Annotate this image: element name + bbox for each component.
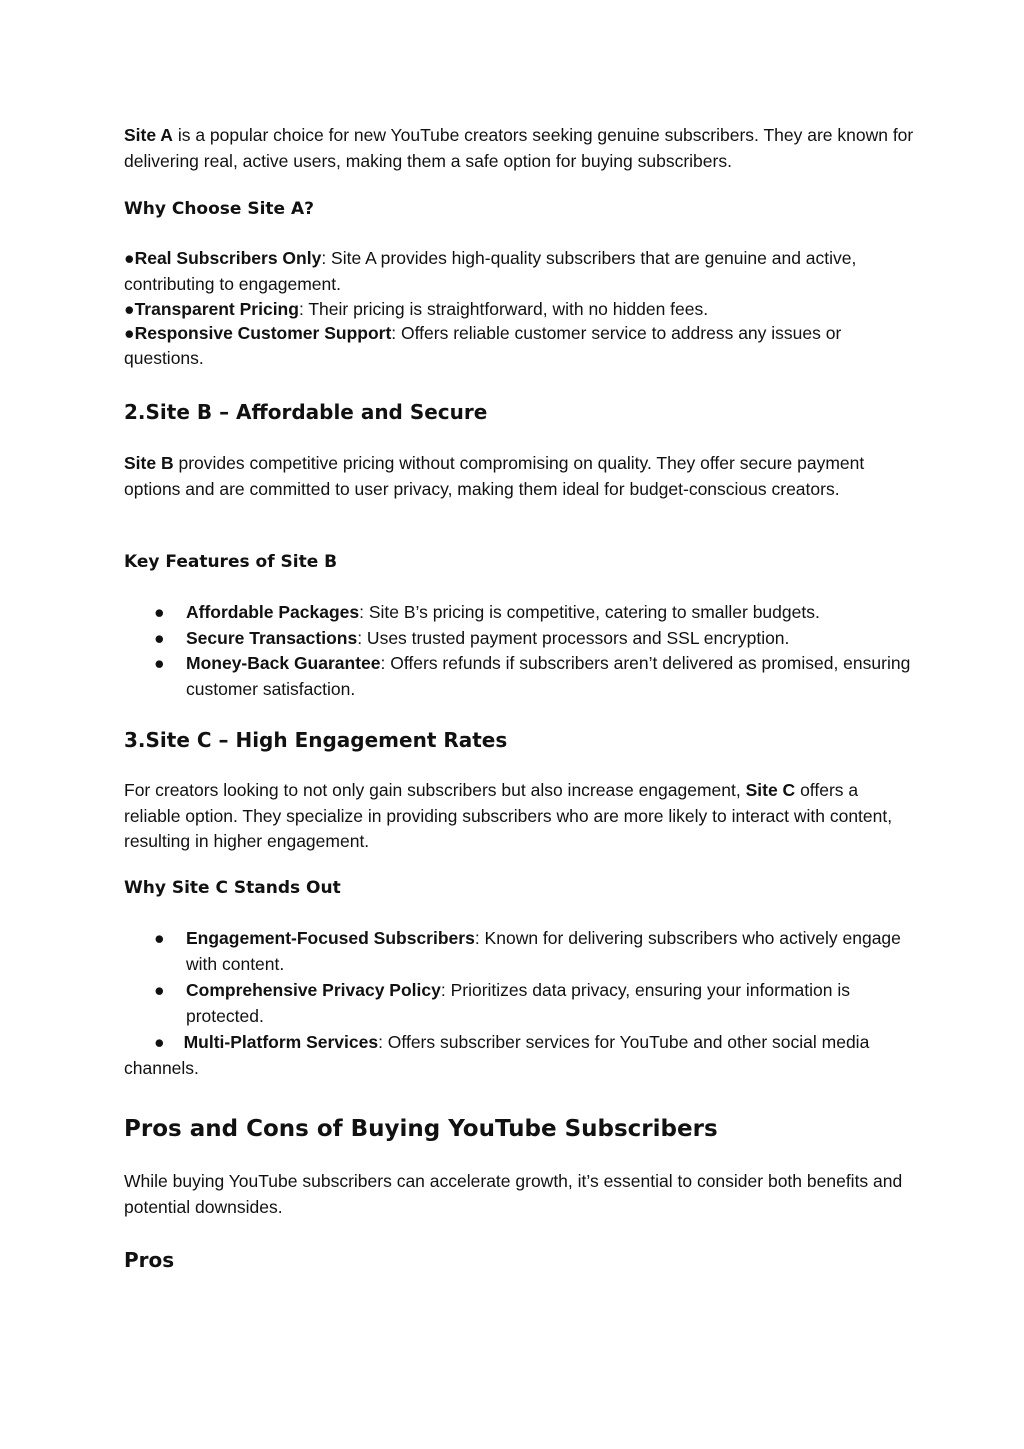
bullet-marker: ● (154, 980, 165, 1000)
feature-title: Money-Back Guarantee (186, 653, 381, 673)
feature-text: : Uses trusted payment processors and SSL encryption. (357, 627, 790, 648)
site-a-features (124, 246, 914, 372)
site-c-intro-text-after: offers a reliable option. They specialize in providing subscribers who are more likely to interact with content, resulting in higher engagement. (124, 780, 893, 851)
site-c-subheading: Why Site C Stands Out (124, 878, 341, 898)
feature-title: Real Subscribers Only (134, 248, 322, 268)
feature-title: Engagement-Focused Subscribers (186, 928, 475, 948)
site-b-feature-list (124, 600, 914, 702)
feature-text: : Offers refunds if subscribers aren’t delivered as promised, ensuring customer satisfaction. (186, 653, 911, 699)
list-item (124, 926, 914, 977)
site-c-intro-text: For creators looking to not only gain subscribers but also increase engagement, (124, 780, 746, 800)
site-a-feature-2 (124, 297, 914, 323)
site-a-intro-text: is a popular choice for new YouTube creators seeking genuine subscribers. They are known for delivering real, active users, making them a safe option for buying subscribers. (124, 125, 914, 171)
feature-text: : Offers reliable customer service to address any issues or questions. (124, 322, 842, 368)
feature-text: : Their pricing is straightforward, with no hidden fees. (298, 299, 709, 319)
bullet-marker: ● (154, 602, 165, 622)
feature-title: Multi-Platform Services (183, 1032, 379, 1052)
site-b-intro (124, 451, 914, 502)
list-item (124, 626, 914, 652)
list-item (124, 978, 914, 1029)
bullet-marker: ● (154, 653, 165, 673)
list-item (124, 651, 914, 702)
site-c-heading: 3.Site C – High Engagement Rates (124, 728, 508, 752)
feature-title: Secure Transactions (186, 627, 358, 648)
site-c-last-feature (124, 1030, 914, 1081)
site-a-name: Site A (124, 125, 173, 145)
site-a-feature-3 (124, 321, 914, 372)
bullet-marker: ● (154, 627, 165, 648)
pros-cons-heading: Pros and Cons of Buying YouTube Subscribers (124, 1116, 718, 1142)
site-c-name: Site C (745, 780, 796, 800)
site-a-feature-1 (124, 246, 914, 297)
site-b-name: Site B (124, 453, 174, 473)
feature-title: Comprehensive Privacy Policy (186, 980, 441, 1000)
site-b-intro-text: provides competitive pricing without compromising on quality. They offer secure payment options and are committed to user privacy, making them ideal for budget-conscious creators. (124, 453, 865, 499)
feature-title: Transparent Pricing (134, 299, 299, 319)
feature-title: Responsive Customer Support (134, 322, 392, 343)
site-c-intro (124, 778, 914, 855)
bullet-marker: ● (154, 928, 165, 948)
pros-cons-intro: While buying YouTube subscribers can accelerate growth, it’s essential to consider both benefits and potential downsides. (124, 1171, 903, 1217)
bullet-marker: ● (124, 248, 135, 268)
list-item (124, 600, 914, 626)
site-b-subheading: Key Features of Site B (124, 552, 338, 572)
feature-text: : Prioritizes data privacy, ensuring your information is protected. (186, 980, 850, 1026)
bullet-marker: ● (124, 299, 135, 319)
bullet-marker: ● (154, 1032, 165, 1052)
feature-text: : Offers subscriber services for YouTube and other social media channels. (124, 1032, 870, 1078)
feature-text: : Site B’s pricing is competitive, catering to smaller budgets. (359, 602, 820, 622)
feature-text: : Known for delivering subscribers who actively engage with content. (186, 928, 901, 974)
pros-heading: Pros (124, 1248, 175, 1272)
bullet-marker: ● (124, 322, 135, 343)
feature-title: Affordable Packages (186, 602, 360, 622)
site-b-heading: 2.Site B – Affordable and Secure (124, 400, 488, 424)
site-a-heading: Why Choose Site A? (124, 199, 315, 219)
site-a-intro (124, 123, 914, 174)
feature-text: : Site A provides high-quality subscribers that are genuine and active, contributing to engagement. (124, 248, 857, 294)
site-c-feature-list (124, 926, 914, 1029)
